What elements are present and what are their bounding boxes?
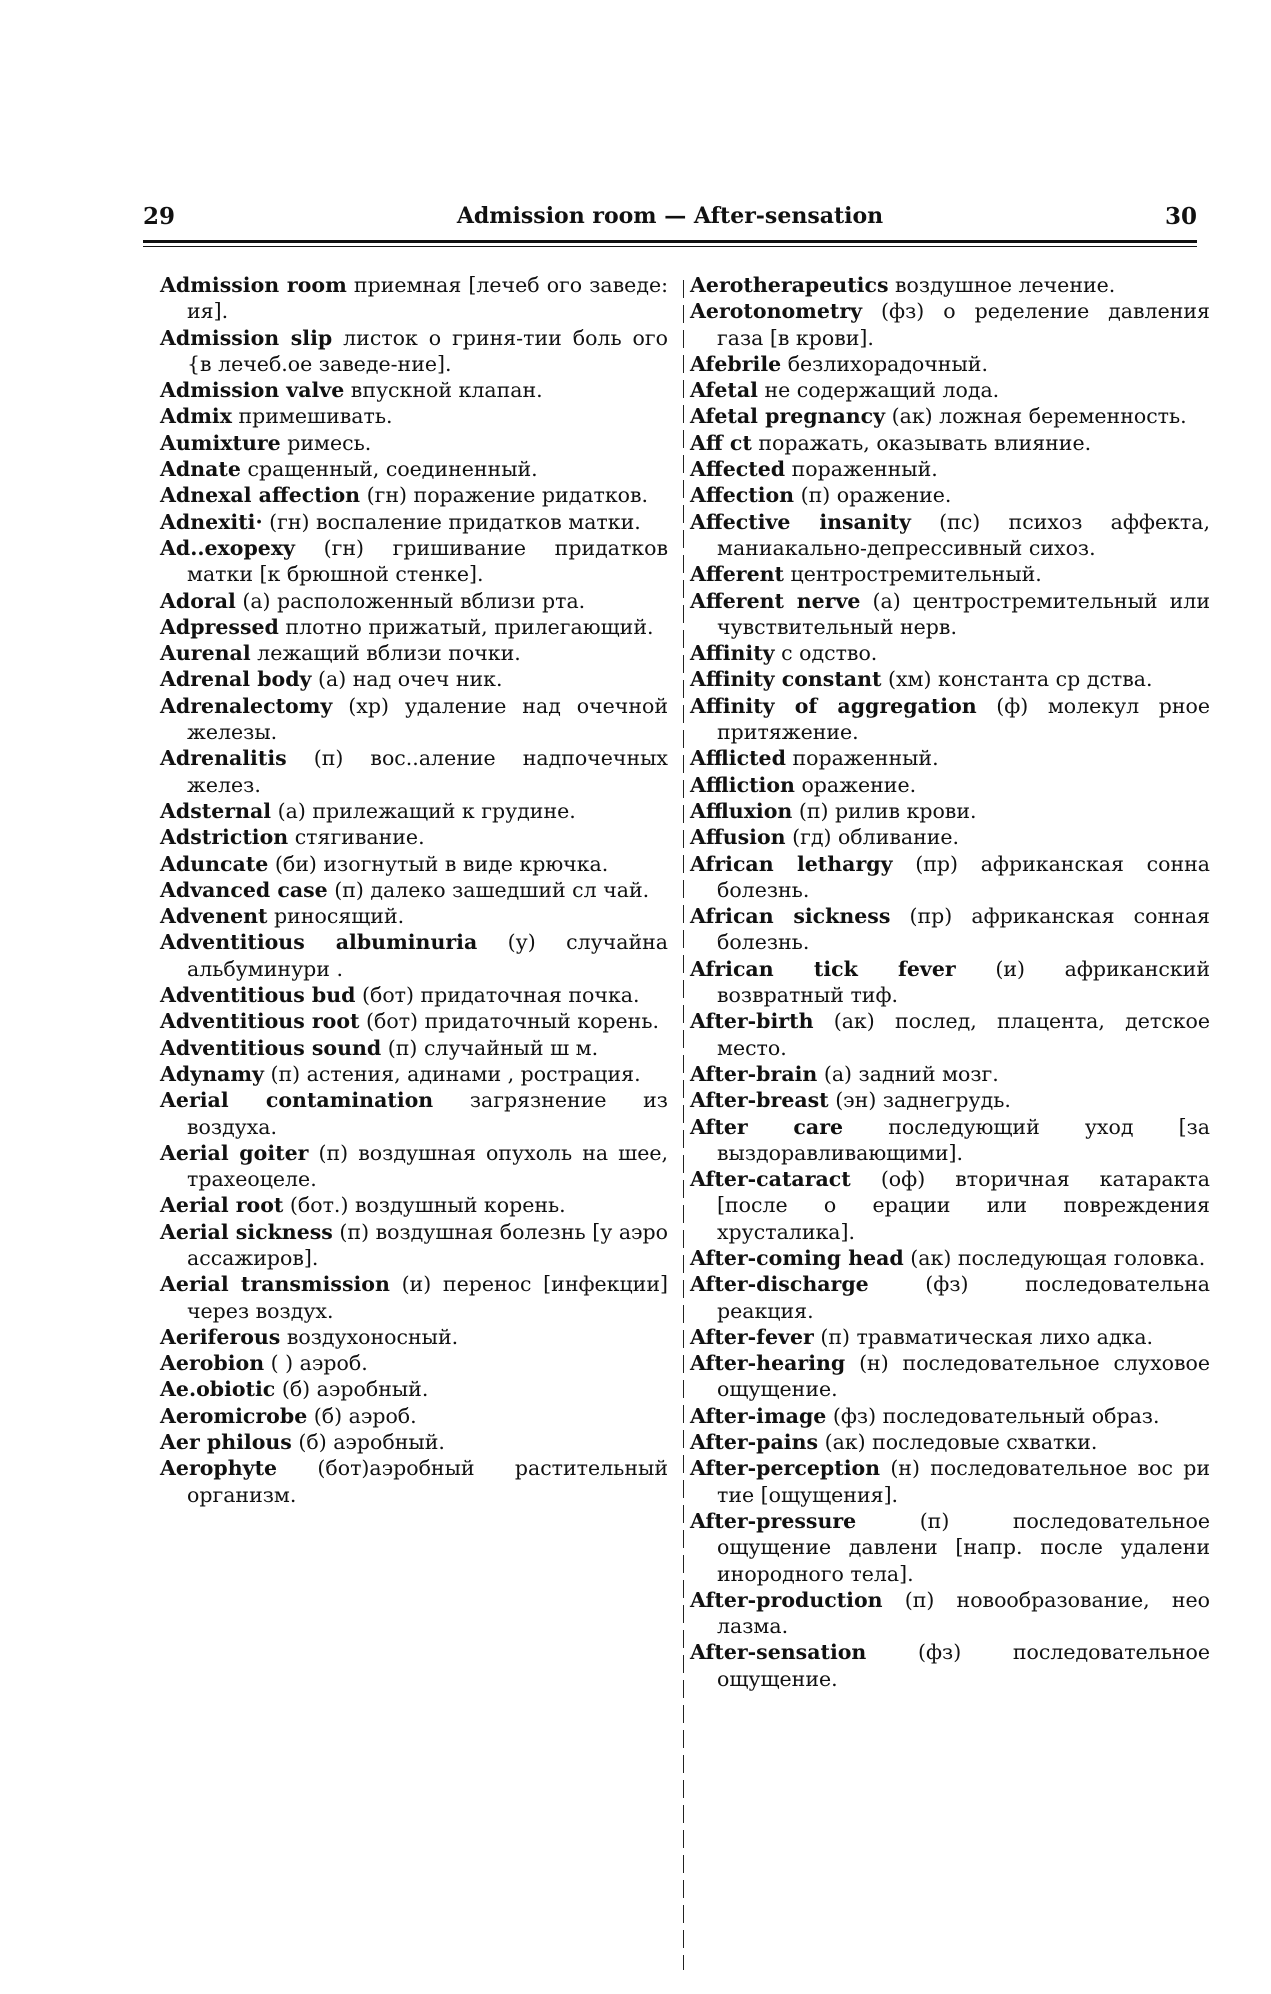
entry-term: Ad..exopexy (160, 535, 295, 560)
entry-term: Aerophyte (160, 1456, 278, 1481)
dictionary-entry (690, 377, 1210, 403)
dictionary-entry (160, 1350, 668, 1376)
entry-definition: (гд) обливание. (792, 825, 960, 850)
entry-term: After-birth (690, 1009, 814, 1034)
entry-term: Aerial contamination (160, 1088, 434, 1113)
entry-definition: пораженный. (791, 457, 938, 482)
dictionary-entry (160, 456, 668, 482)
dictionary-entry (160, 903, 668, 929)
entry-term: Affusion (690, 825, 786, 850)
entry-term: Adnate (160, 457, 241, 482)
entry-term: African lethargy (690, 851, 893, 876)
page-header (143, 203, 1197, 235)
entry-term: Adventitious sound (160, 1035, 382, 1060)
dictionary-entry (160, 1455, 668, 1508)
entry-definition: (а) центростремительный или чувствительный нерв. (717, 588, 1210, 639)
dictionary-entry (690, 1166, 1210, 1245)
entry-term: Admission room (160, 273, 347, 297)
entry-term: Afferent (690, 562, 784, 587)
entry-term: Afetal (690, 378, 758, 403)
entry-definition: (бот) придаточная почка. (361, 983, 640, 1008)
dictionary-entry (690, 482, 1210, 508)
entry-term: Aeriferous (160, 1324, 281, 1349)
entry-term: African sickness (690, 904, 891, 929)
entry-definition: (п) случайный ш м. (387, 1035, 599, 1060)
entry-definition: (п) оражение. (800, 483, 952, 508)
entry-definition: центростремительный. (790, 562, 1042, 587)
entry-term: Adsternal (160, 798, 272, 823)
dictionary-entry (160, 1429, 668, 1455)
entry-term: Aerobion (160, 1351, 265, 1376)
entry-term: After-hearing (690, 1351, 846, 1376)
entry-definition: (б) аэроб. (313, 1403, 417, 1428)
dictionary-entry (160, 745, 668, 798)
dictionary-entry (690, 1587, 1210, 1640)
entry-definition: (фз) последовательный образ. (832, 1403, 1160, 1428)
entry-definition: (п) новообразование, нео лазма. (717, 1587, 1210, 1639)
entry-definition: поражать, оказывать влияние. (758, 430, 1092, 455)
right-column (690, 272, 1210, 1692)
dictionary-entry (160, 1035, 668, 1061)
dictionary-entry (160, 1087, 668, 1140)
dictionary-entry (160, 482, 668, 508)
entry-term: Adnexal affection (160, 483, 361, 508)
entry-definition: (у) случайна альбуминури . (187, 930, 668, 981)
dictionary-entry (690, 1403, 1210, 1429)
entry-term: Affected (690, 457, 786, 482)
dictionary-entry (160, 1376, 668, 1402)
dictionary-entry (690, 1429, 1210, 1455)
entry-definition: (и) перенос [инфекции] через воздух. (187, 1272, 668, 1323)
dictionary-entry (690, 1350, 1210, 1403)
entry-definition: плотно прижатый, прилегающий. (285, 614, 654, 639)
dictionary-entry (690, 1087, 1210, 1113)
entry-term: After-perception (690, 1456, 881, 1481)
dictionary-entry (690, 1639, 1210, 1692)
entry-term: After-image (690, 1403, 827, 1428)
entry-definition: (хм) константа ср дства. (888, 667, 1153, 692)
entry-definition: (п) астения, адинами , рострация. (270, 1061, 641, 1086)
dictionary-entry (690, 745, 1210, 771)
entry-definition: не содержащий лода. (764, 378, 1000, 403)
entry-definition: (п) воздушная болезнь [у аэро ассажиров]. (187, 1219, 668, 1270)
entry-definition: (гн) поражение ридатков. (366, 483, 649, 508)
entry-definition: (пр) африканская сонная болезнь. (717, 904, 1210, 955)
entry-term: Adrenalitis (160, 746, 287, 771)
entry-definition: сращенный, соединенный. (247, 457, 538, 482)
entry-term: Aurenal (160, 641, 251, 666)
entry-term: Adpressed (160, 614, 279, 639)
entry-definition: с одство. (781, 641, 878, 666)
header-rule-thin (143, 246, 1197, 247)
dictionary-entry (160, 325, 668, 378)
entry-definition: (гн) воспаление придатков матки. (269, 509, 641, 534)
dictionary-entry (690, 1271, 1210, 1324)
entry-term: Adynamy (160, 1061, 264, 1086)
entry-term: Admix (160, 404, 232, 429)
entry-term: African tick fever (690, 956, 956, 981)
dictionary-entry (690, 430, 1210, 456)
dictionary-entry (160, 588, 668, 614)
entry-definition: римесь. (287, 430, 372, 455)
dictionary-entry (690, 1245, 1210, 1271)
dictionary-entry (160, 430, 668, 456)
dictionary-entry (690, 1324, 1210, 1350)
entry-term: Adrenalectomy (160, 693, 333, 718)
entry-definition: стягивание. (294, 825, 425, 850)
entry-term: Aduncate (160, 851, 269, 876)
dictionary-entry (160, 1061, 668, 1087)
entry-definition: безлихорадочный. (787, 351, 988, 376)
entry-definition: (н) последовательное слуховое ощущение. (717, 1351, 1210, 1402)
entry-term: After-pressure (690, 1508, 857, 1533)
dictionary-entry (690, 824, 1210, 850)
entry-definition: (бот.) воздушный корень. (289, 1193, 566, 1218)
entry-term: Advanced case (160, 877, 328, 902)
dictionary-entry (160, 877, 668, 903)
running-title: Admission room — After-sensation (456, 203, 884, 229)
entry-definition: (ак) последующая головка. (910, 1245, 1206, 1270)
entry-term: Afebrile (690, 351, 782, 376)
entry-definition: (ак) ложная беременность. (891, 404, 1187, 429)
entry-term: Admission slip (160, 325, 333, 350)
dictionary-entry (160, 929, 668, 982)
dictionary-entry (690, 666, 1210, 692)
entry-definition: последующий уход [за выздоравливающими]. (717, 1114, 1210, 1165)
dictionary-entry (160, 1403, 668, 1429)
entry-definition: (оф) вторичная катаракта [после о ерации или повреждения хрусталика]. (717, 1167, 1210, 1244)
dictionary-entry (690, 403, 1210, 429)
entry-term: Adrenal body (160, 667, 312, 692)
dictionary-entry (160, 1192, 668, 1218)
entry-term: Adventitious bud (160, 983, 356, 1008)
entry-definition: (бот)аэробный растительный организм. (187, 1456, 668, 1507)
entry-term: Aer philous (160, 1430, 292, 1455)
entry-definition: (хр) удаление над очечной железы. (187, 693, 668, 745)
entry-term: Affinity of aggregation (690, 693, 977, 718)
entry-definition: (бот) придаточный корень. (366, 1009, 660, 1034)
entry-term: Affection (690, 483, 795, 508)
entry-definition: (п) воздушная опухоль на шее, трахеоцеле. (187, 1140, 668, 1192)
entry-term: Admission valve (160, 378, 345, 403)
entry-definition: (ак) послед, плацента, детское место. (717, 1009, 1210, 1060)
entry-definition: (фз) о ределение давления газа [в крови]. (717, 299, 1210, 350)
dictionary-entry (160, 509, 668, 535)
entry-definition: риносящий. (274, 904, 405, 929)
entry-definition: (и) африканский возвратный тиф. (717, 956, 1210, 1008)
entry-definition: (п) далеко зашедший сл чай. (334, 877, 650, 902)
entry-term: Afetal pregnancy (690, 404, 886, 429)
entry-definition: (ак) последовые схватки. (824, 1430, 1098, 1455)
dictionary-entry (690, 693, 1210, 746)
dictionary-entry (690, 509, 1210, 562)
dictionary-entry (160, 614, 668, 640)
entry-term: Adventitious root (160, 1009, 360, 1034)
dictionary-entry (160, 535, 668, 588)
dictionary-entry (690, 798, 1210, 824)
entry-term: Aerial goiter (160, 1140, 309, 1165)
entry-definition: (а) расположенный вблизи рта. (242, 588, 586, 613)
entry-definition: (б) аэробный. (298, 1430, 445, 1455)
dictionary-entry (160, 798, 668, 824)
dictionary-entry (160, 982, 668, 1008)
dictionary-entry (160, 1271, 668, 1324)
dictionary-entry (690, 1455, 1210, 1508)
entry-definition: (п) последовательное ощущение давлени [напр. после удалени инородного тела]. (717, 1508, 1210, 1586)
entry-term: Aeromicrobe (160, 1403, 308, 1428)
entry-definition: лежащий вблизи почки. (257, 641, 521, 666)
entry-definition: (эн) заднегрудь. (835, 1088, 1011, 1113)
entry-definition: (п) вос..аление надпочечных желез. (187, 746, 668, 797)
entry-term: Affinity (690, 641, 775, 666)
entry-definition: (фз) последовательна реакция. (717, 1272, 1210, 1323)
dictionary-entry (160, 272, 668, 325)
entry-term: After care (690, 1114, 844, 1139)
dictionary-entry (160, 403, 668, 429)
dictionary-entry (160, 824, 668, 850)
entry-term: Affective insanity (690, 509, 911, 534)
entry-term: Adnexiti· (160, 509, 263, 534)
entry-definition: листок о гриня-тии боль ого {в лечеб.ое заведе-ние]. (187, 325, 668, 376)
entry-term: Aerial root (160, 1193, 284, 1218)
column-divider (683, 280, 684, 1970)
entry-definition: воздушное лечение. (895, 273, 1116, 297)
entry-definition: (пс) психоз аффекта, маниакально-депрессивный сихоз. (717, 509, 1210, 560)
entry-definition: воздухоносный. (286, 1324, 459, 1349)
entry-definition: загрязнение из воздуха. (187, 1088, 668, 1139)
entry-definition: (б) аэробный. (281, 1377, 429, 1402)
entry-term: Adoral (160, 588, 236, 613)
entry-term: Adventitious albuminuria (160, 930, 478, 955)
entry-term: Advenent (160, 904, 268, 929)
dictionary-entry (690, 561, 1210, 587)
entry-term: Ae.obiotic (160, 1377, 276, 1402)
entry-term: Aerotonometry (690, 299, 863, 324)
dictionary-entry (690, 351, 1210, 377)
entry-term: After-breast (690, 1088, 829, 1113)
entry-definition: (а) прилежащий к грудине. (277, 798, 576, 823)
header-rule-thick (143, 240, 1197, 243)
entry-term: Aerotherapeutics (690, 273, 889, 297)
entry-definition: оражение. (801, 772, 917, 797)
entry-term: Adstriction (160, 825, 289, 850)
entry-definition: (би) изогнутый в виде крючка. (274, 851, 609, 876)
entry-term: Afferent nerve (690, 588, 861, 613)
dictionary-entry (690, 640, 1210, 666)
dictionary-entry (690, 956, 1210, 1009)
entry-term: Affluxion (690, 798, 793, 823)
page-number-left: 29 (143, 203, 176, 230)
entry-term: After-discharge (690, 1272, 869, 1297)
entry-definition: (п) рилив крови. (798, 798, 977, 823)
dictionary-entry (690, 298, 1210, 351)
dictionary-entry (690, 272, 1210, 298)
dictionary-entry (690, 1061, 1210, 1087)
entry-definition: пораженный. (792, 746, 939, 771)
dictionary-entry (160, 1219, 668, 1272)
entry-definition: (гн) гришивание придатков матки [к брюшной стенке]. (187, 535, 668, 587)
dictionary-entry (690, 456, 1210, 482)
entry-definition: (фз) последовательное ощущение. (717, 1640, 1210, 1691)
entry-term: Aerial sickness (160, 1219, 333, 1244)
entry-definition: (н) последовательное вос ри тие [ощущения]. (717, 1456, 1210, 1507)
dictionary-entry (690, 903, 1210, 956)
entry-term: Afflicted (690, 746, 786, 771)
entry-definition: (п) травматическая лихо адка. (820, 1324, 1154, 1349)
entry-definition: (ф) молекул рное притяжение. (717, 693, 1210, 745)
page-number-right: 30 (1164, 203, 1197, 230)
entry-definition: (пр) африканская сонна болезнь. (717, 851, 1210, 902)
left-column (160, 272, 668, 1508)
entry-term: After-sensation (690, 1640, 867, 1665)
entry-term: Aff ct (690, 430, 752, 455)
entry-term: Aumixture (160, 430, 281, 455)
dictionary-entry (690, 1008, 1210, 1061)
dictionary-entry (160, 377, 668, 403)
dictionary-entry (690, 772, 1210, 798)
entry-term: After-coming head (690, 1245, 904, 1270)
entry-definition: примешивать. (238, 404, 393, 429)
dictionary-entry (690, 1508, 1210, 1587)
entry-term: After-fever (690, 1324, 814, 1349)
dictionary-entry (160, 851, 668, 877)
entry-definition: (а) задний мозг. (823, 1061, 999, 1086)
entry-definition: впускной клапан. (350, 378, 543, 403)
dictionary-entry (160, 640, 668, 666)
entry-term: Affliction (690, 772, 795, 797)
entry-definition: ( ) аэроб. (270, 1351, 368, 1376)
entry-term: After-pains (690, 1430, 819, 1455)
dictionary-entry (690, 1114, 1210, 1167)
entry-term: Aerial transmission (160, 1272, 390, 1297)
dictionary-entry (160, 693, 668, 746)
dictionary-entry (690, 851, 1210, 904)
dictionary-entry (160, 1008, 668, 1034)
entry-term: After-brain (690, 1061, 818, 1086)
dictionary-entry (690, 588, 1210, 641)
dictionary-entry (160, 666, 668, 692)
dictionary-entry (160, 1140, 668, 1193)
entry-definition: (а) над очеч ник. (317, 667, 503, 692)
entry-term: After-cataract (690, 1167, 851, 1192)
entry-term: Affinity constant (690, 667, 882, 692)
entry-definition: приемная [лечеб ого заведе: ия]. (187, 273, 668, 324)
entry-term: After-production (690, 1587, 883, 1612)
dictionary-entry (160, 1324, 668, 1350)
